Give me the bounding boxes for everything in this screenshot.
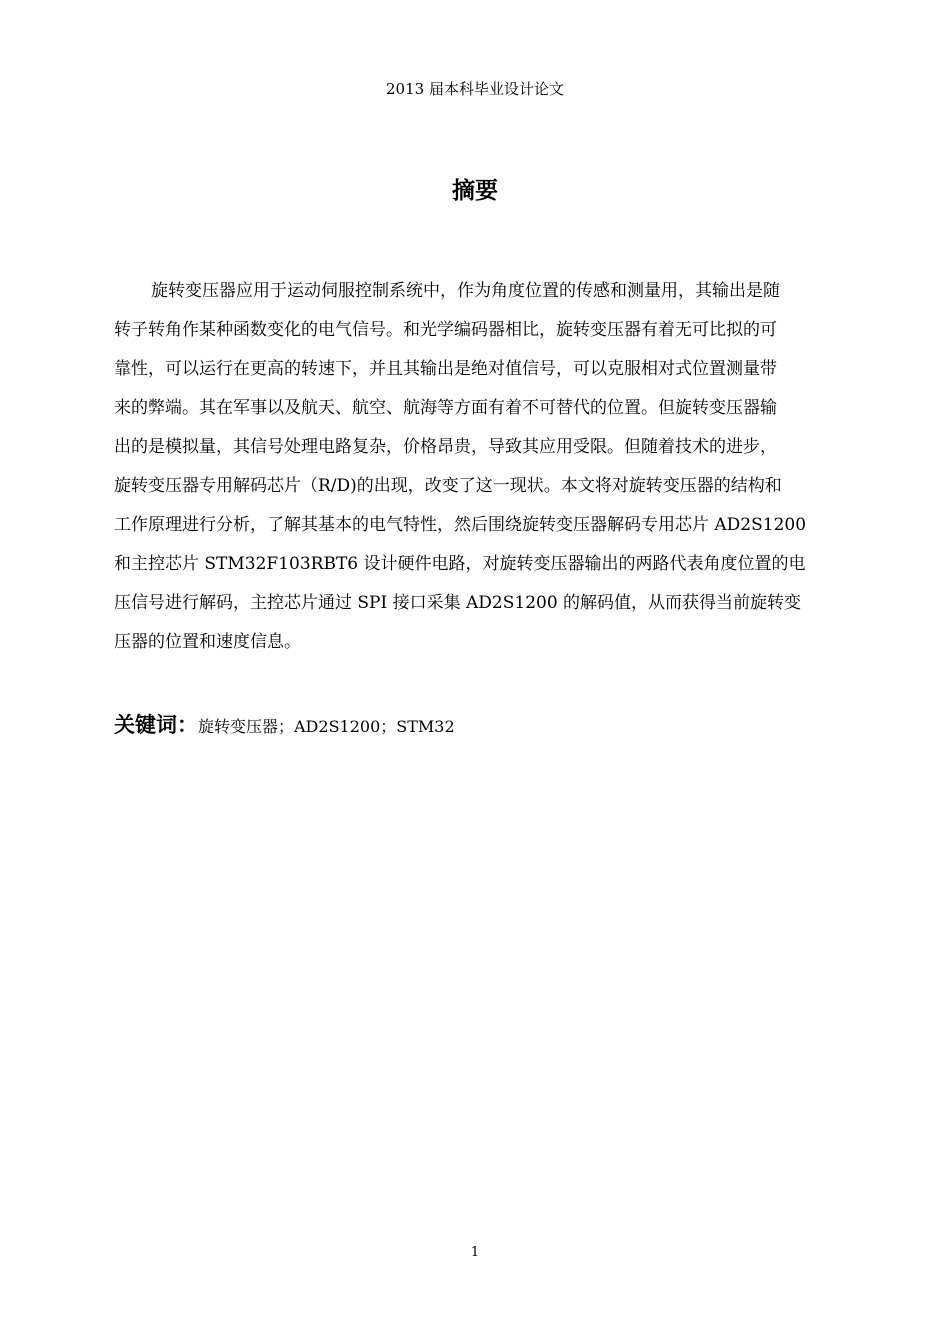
abstract-line: 旋转变压器应用于运动伺服控制系统中，作为角度位置的传感和测量用，其输出是随 [151, 281, 780, 301]
abstract-line: 靠性，可以运行在更高的转速下，并且其输出是绝对值信号，可以克服相对式位置测量带 [114, 359, 777, 379]
abstract-line: 压信号进行解码，主控芯片通过 SPI 接口采集 AD2S1200 的解码值，从而获得当前旋转变 [114, 593, 802, 613]
abstract-line: 来的弊端。其在军事以及航天、航空、航海等方面有着不可替代的位置。但旋转变压器输 [114, 398, 777, 418]
keywords-label: 关键词： [114, 713, 198, 737]
abstract-title: 摘要 [452, 178, 498, 204]
abstract-line: 出的是模拟量，其信号处理电路复杂，价格昂贵，导致其应用受限。但随着技术的进步， [114, 437, 777, 457]
abstract-line: 工作原理进行分析，了解其基本的电气特性，然后围绕旋转变压器解码专用芯片 AD2S1200 [114, 515, 807, 535]
keywords-row [114, 709, 860, 743]
abstract-line: 和主控芯片 STM32F103RBT6 设计硬件电路，对旋转变压器输出的两路代表角度位置的电 [114, 554, 806, 574]
abstract-line: 压器的位置和速度信息。 [114, 632, 301, 652]
abstract-line: 转子转角作某种函数变化的电气信号。和光学编码器相比，旋转变压器有着无可比拟的可 [114, 320, 777, 340]
keywords-value: 旋转变压器；AD2S1200；STM32 [198, 717, 455, 736]
running-header: 2013 届本科毕业设计论文 [386, 80, 564, 98]
page-number: 1 [470, 1245, 480, 1260]
abstract-line: 旋转变压器专用解码芯片（R/D)的出现，改变了这一现状。本文将对旋转变压器的结构和 [114, 476, 782, 496]
abstract-body [114, 272, 860, 662]
